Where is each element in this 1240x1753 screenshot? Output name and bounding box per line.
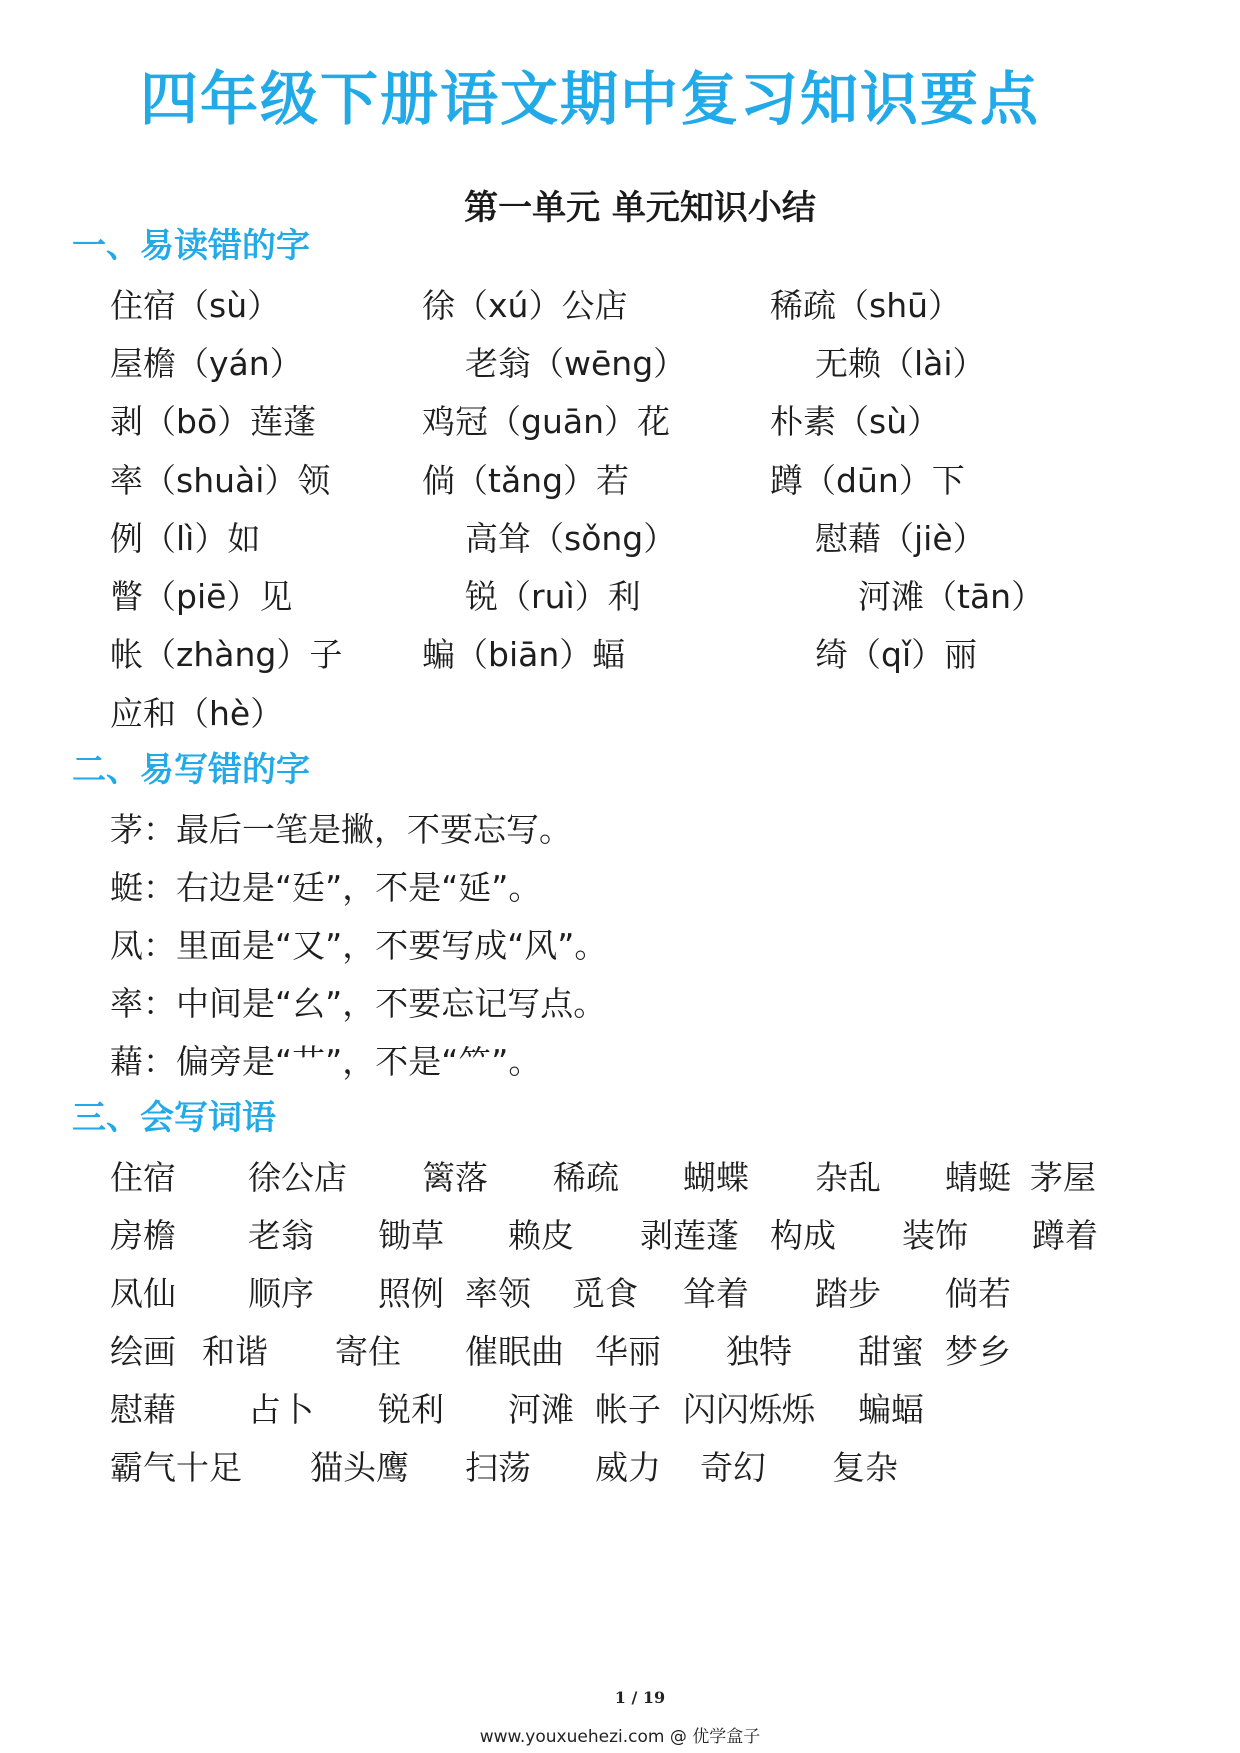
vocabulary-word-item: 催眠曲 xyxy=(465,1332,564,1371)
misread-word-item: 屋檐（yán） xyxy=(110,344,303,383)
vocabulary-word-item: 猫头鹰 xyxy=(310,1448,409,1487)
vocabulary-word-item: 扫荡 xyxy=(465,1448,531,1487)
vocabulary-word-item: 梦乡 xyxy=(945,1332,1011,1371)
misread-word-item: 无赖（lài） xyxy=(815,344,986,383)
miswritten-note: 藉：偏旁是“艹”，不是“⺮”。 xyxy=(110,1042,542,1081)
section-heading-miswritten: 二、易写错的字 xyxy=(72,750,310,790)
vocabulary-word-item: 和谐 xyxy=(202,1332,268,1371)
miswritten-note: 茅：最后一笔是撇，不要忘写。 xyxy=(110,810,572,849)
vocabulary-word-item: 凤仙 xyxy=(110,1274,176,1313)
vocabulary-word-item: 甜蜜 xyxy=(858,1332,924,1371)
vocabulary-word-item: 寄住 xyxy=(335,1332,401,1371)
vocabulary-word-row xyxy=(0,1268,1240,1318)
vocabulary-word-item: 蝴蝶 xyxy=(683,1158,749,1197)
section-heading-misread: 一、易读错的字 xyxy=(72,226,310,266)
misread-word-row xyxy=(0,396,1240,446)
vocabulary-word-item: 帐子 xyxy=(595,1390,661,1429)
vocabulary-word-item: 华丽 xyxy=(595,1332,661,1371)
vocabulary-word-item: 独特 xyxy=(726,1332,792,1371)
vocabulary-word-item: 复杂 xyxy=(832,1448,898,1487)
miswritten-note: 蜓：右边是“廷”，不是“延”。 xyxy=(110,868,542,907)
misread-word-item: 朴素（sù） xyxy=(770,402,941,441)
vocabulary-word-item: 耸着 xyxy=(683,1274,749,1313)
vocabulary-word-item: 照例 xyxy=(378,1274,444,1313)
vocabulary-word-item: 河滩 xyxy=(508,1390,574,1429)
vocabulary-word-item: 威力 xyxy=(595,1448,661,1487)
misread-word-item: 河滩（tān） xyxy=(858,577,1045,616)
miswritten-note: 率：中间是“幺”，不要忘记写点。 xyxy=(110,984,607,1023)
page-number: 1 / 19 xyxy=(614,1688,666,1707)
misread-word-row xyxy=(0,629,1240,679)
vocabulary-word-item: 慰藉 xyxy=(110,1390,176,1429)
misread-word-item: 锐（ruì）利 xyxy=(465,577,641,616)
vocabulary-word-item: 装饰 xyxy=(902,1216,968,1255)
vocabulary-word-item: 觅食 xyxy=(572,1274,638,1313)
vocabulary-word-item: 踏步 xyxy=(815,1274,881,1313)
vocabulary-word-item: 顺序 xyxy=(248,1274,314,1313)
misread-word-item: 鸡冠（guān）花 xyxy=(422,402,670,441)
vocabulary-word-item: 蜻蜓 xyxy=(945,1158,1011,1197)
vocabulary-word-item: 倘若 xyxy=(945,1274,1011,1313)
vocabulary-word-item: 奇幻 xyxy=(700,1448,766,1487)
vocabulary-word-item: 稀疏 xyxy=(553,1158,619,1197)
vocabulary-word-item: 构成 xyxy=(770,1216,836,1255)
vocabulary-word-row xyxy=(0,1210,1240,1260)
misread-word-row xyxy=(0,688,1240,738)
misread-word-item: 例（lì）如 xyxy=(110,519,261,558)
vocabulary-word-row xyxy=(0,1384,1240,1434)
footer-watermark: www.youxuehezi.com @ 优学盒子 xyxy=(479,1727,761,1747)
misread-word-row xyxy=(0,338,1240,388)
misread-word-row xyxy=(0,513,1240,563)
misread-word-row xyxy=(0,280,1240,330)
vocabulary-word-item: 蝙蝠 xyxy=(858,1390,924,1429)
misread-word-item: 倘（tǎng）若 xyxy=(422,461,630,500)
vocabulary-word-item: 茅屋 xyxy=(1030,1158,1096,1197)
vocabulary-word-item: 锐利 xyxy=(378,1390,444,1429)
misread-word-item: 住宿（sù） xyxy=(110,286,281,325)
vocabulary-word-item: 篱落 xyxy=(422,1158,488,1197)
vocabulary-word-item: 徐公店 xyxy=(248,1158,347,1197)
vocabulary-word-item: 蹲着 xyxy=(1032,1216,1098,1255)
vocabulary-word-item: 率领 xyxy=(465,1274,531,1313)
misread-word-item: 率（shuài）领 xyxy=(110,461,331,500)
vocabulary-word-row xyxy=(0,1326,1240,1376)
misread-word-item: 高耸（sǒng） xyxy=(465,519,677,558)
vocabulary-word-item: 赖皮 xyxy=(508,1216,574,1255)
unit-title: 第一单元 单元知识小结 xyxy=(464,188,816,228)
misread-word-item: 瞥（piē）见 xyxy=(110,577,293,616)
vocabulary-word-item: 绘画 xyxy=(110,1332,176,1371)
misread-word-item: 剥（bō）莲蓬 xyxy=(110,402,317,441)
misread-word-item: 稀疏（shū） xyxy=(770,286,962,325)
vocabulary-word-item: 闪闪烁烁 xyxy=(683,1390,815,1429)
misread-word-item: 绮（qǐ）丽 xyxy=(815,635,978,674)
vocabulary-word-item: 锄草 xyxy=(378,1216,444,1255)
vocabulary-word-item: 占卜 xyxy=(248,1390,314,1429)
miswritten-note: 凤：里面是“又”，不要写成“风”。 xyxy=(110,926,608,965)
vocabulary-word-item: 房檐 xyxy=(110,1216,176,1255)
vocabulary-word-item: 杂乱 xyxy=(815,1158,881,1197)
vocabulary-word-item: 住宿 xyxy=(110,1158,176,1197)
misread-word-item: 蹲（dūn）下 xyxy=(770,461,965,500)
misread-word-item: 老翁（wēng） xyxy=(465,344,687,383)
misread-word-row xyxy=(0,455,1240,505)
section-heading-vocabulary: 三、会写词语 xyxy=(72,1098,276,1138)
vocabulary-word-item: 老翁 xyxy=(248,1216,314,1255)
misread-word-item: 慰藉（jiè） xyxy=(815,519,986,558)
vocabulary-word-row xyxy=(0,1442,1240,1492)
vocabulary-word-row xyxy=(0,1152,1240,1202)
misread-word-item: 帐（zhàng）子 xyxy=(110,635,343,674)
misread-word-item: 蝙（biān）蝠 xyxy=(422,635,626,674)
document-title: 四年级下册语文期中复习知识要点 xyxy=(139,65,1040,133)
misread-word-item: 应和（hè） xyxy=(110,694,284,733)
vocabulary-word-item: 剥莲蓬 xyxy=(640,1216,739,1255)
misread-word-row xyxy=(0,571,1240,621)
misread-word-item: 徐（xú）公店 xyxy=(422,286,628,325)
vocabulary-word-item: 霸气十足 xyxy=(110,1448,242,1487)
